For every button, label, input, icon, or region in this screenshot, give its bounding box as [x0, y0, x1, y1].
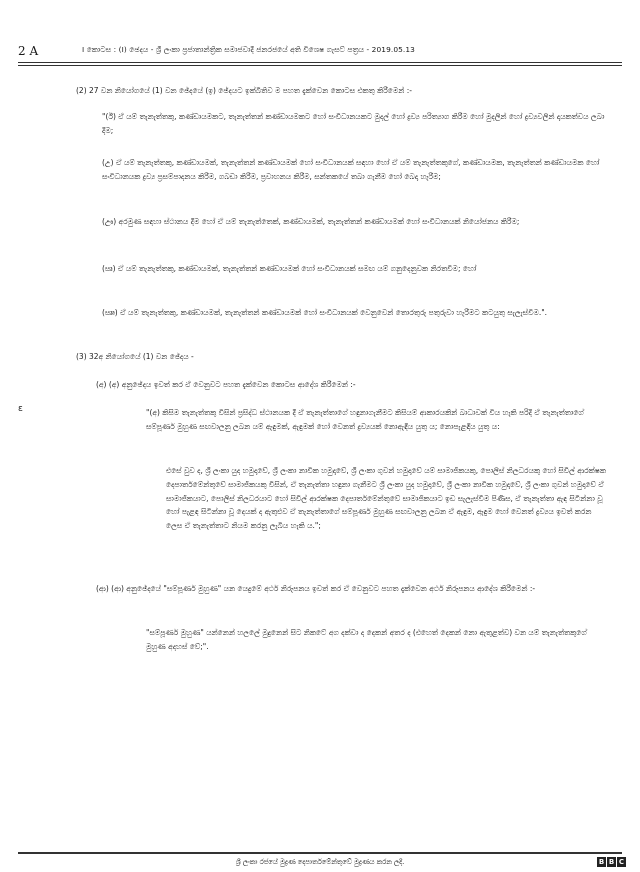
footer-rule	[18, 852, 622, 854]
sub-paragraph-a: (අ) (අ) අනුඡේදය ඉවත් කර ඒ වෙනුවට පහත දැක්වෙන කොටස ආදේශ කිරීමෙන් :-	[96, 380, 356, 389]
bbc-letter: B	[608, 858, 615, 866]
gazette-header-title: I කොටස : (I) ඡෙදය - ශ්‍රී ලංකා ප්‍රජාතාන්ත්‍රික සමාජවාදී ජනරජයේ අති විශෙෂ ගැසට් පත්‍රය - 2019.05.13	[82, 45, 415, 54]
bbc-watermark	[597, 857, 626, 867]
item-ee: "(ඊ) ඒ යම් තැනැත්තකු, කණ්ඩායමකට, තැනැත්තන් කණ්ඩායමකට හෝ සංවිධානයකට මුදල් හෝ ද්‍රව්‍ය පරිත්‍යාග කිරීම හෝ මුදලින් හෝ ද්‍රව්‍යවලින් දායකත්වය ලබා දීම;	[102, 112, 605, 135]
item-u: (උ) ඒ යම් තැනැත්තකු, කණ්ඩායමක්, තැනැත්තන් කණ්ඩායමක් හෝ සංවිධානයක් සඳහා හෝ ඒ යම් තැනැත්තකුගේ, කණ්ඩායමක, තැනැත්තන් කණ්ඩායමක හෝ සංවිධානයක ද්‍රව්‍ය ප්‍රසම්පාදනය කිරීම, ගබඩා කිරීම, ප්‍රවාහනය කිරීම, සන්තකයේ තබා ගැනීම හෝ බෙදා හැරීම;	[102, 158, 600, 181]
paragraph-2-intro: (2) 27 වන නියෝගයේ (1) වන ඡේදයේ (ඉ) ඡේදයට ඉක්බිතිව ම පහත දැක්වෙන කොටස එකතු කිරීමෙන් :-	[76, 86, 412, 95]
proviso: එසේ වුව ද, ශ්‍රී ලංකා යුද හමුදාවේ, ශ්‍රී ලංකා නාවික හමුදාවේ, ශ්‍රී ලංකා ගුවන් හමුදාවේ යම් සාමාජිකයකු, පොලිස් නිලධරයකු හෝ සිවිල් ආරක්ෂක දෙපාර්තමේන්තුවේ සාමාජිකයකු විසින්, ඒ තැනැත්තා හඳුනා ගැනීමට ශ්‍රී ලංකා යුද හමුදාවේ, ශ්‍රී ලංකා නාවික හමුදාවේ, ශ්‍රී ලංකා ගුවන් හමුදාවේ ඒ සාමාජිකයාට, පොලිස් නිලධරයාට හෝ සිවිල් ආරක්ෂක දෙපාර්තමේන්තුවේ සාමාජිකයාට ඉඩ සැලැස්වීම පිණිස, ඒ තැනැත්තා ඇඳ සිටින්නා වූ හෝ පැළඳ සිටින්නා වූ දෙයක් ද ඇතුළුව ඒ තැනැත්තාගේ සම්පූර්ණ මුහුණ සඟවාලනු ලබන ඒ ඇඳුම, ඇඳුම හෝ වෙනත් ද්‍රව්‍යය ඉවත් කරන ලෙස ඒ තැනැත්තාට නියම කරනු ලැබිය හැකි ය.";	[166, 466, 606, 531]
bbc-letter: B	[598, 858, 605, 866]
quote-a: "(අ) කිසිම තැනැත්තකු විසින් ප්‍රසිද්ධ ස්ථානයක දී ඒ තැනැත්තාගේ හඳුනාගැනීමට කිසියම් ආකාරයකින් බාධාවක් විය හැකි පරිදි ඒ තැනැත්තාගේ සම්පූර්ණ මුහුණ සඟවාලනු ලබන යම් ඇඳුමක්, ඇඳුමක් හෝ වෙනත් ද්‍රව්‍යයක් නොඇඳිය යුතු ය; නොපැළඳිය යුතු ය:	[146, 408, 584, 431]
paragraph-3-intro: (3) 32අ නියෝගයේ (1) වන ඡේදය -	[76, 352, 194, 361]
item-ru: (ඎ) ඒ යම් තැනැත්තකු, කණ්ඩායමක්, තැනැත්තන් කණ්ඩායමක් හෝ සංවිධානයක් වෙනුවෙන් තොරතුරු පතුරුවා හැරීමට කටයුතු සැලැස්වීම.".	[102, 308, 548, 317]
header-rule-top	[18, 62, 622, 63]
margin-mark: ε	[18, 404, 23, 414]
page-number: 2 A	[18, 44, 39, 58]
item-uu: (ඌ) අරමුණ සඳහා ස්ථානය දීම හෝ ඒ යම් තැනැත්තෙක්, කණ්ඩායමක්, තැනැත්තන් කණ්ඩායමක් හෝ සංවිධානයක් නියෝජනය කිරීම;	[102, 217, 520, 226]
item-ri: (ඍ) ඒ යම් තැනැත්තකු, කණ්ඩායමක්, තැනැත්තන් කණ්ඩායමක් හෝ සංවිධානයක් සමඟ යම් ගනුදෙනුවක නිරතවීම; හෝ	[102, 264, 477, 273]
sub-paragraph-aa: (ආ) (ආ) අනුඡේදයේ "සම්පූර්ණ මුහුණ" යන යෙදුමේ අර්ථ නිරූපනය ඉවත් කර ඒ වෙනුවට පහත දැක්වෙන අර්ථ නිරූපනය ආදේශ කිරීමෙන් :-	[96, 584, 536, 593]
footer-printer-note: ශ්‍රී ලංකා රජයේ මුද්‍රණ දෙපාර්තමේන්තුවේ මුද්‍රණය කරන ලදී.	[235, 858, 405, 866]
header-rule-bottom	[18, 65, 622, 66]
bbc-letter: C	[618, 858, 625, 866]
definition-full-face: "සම්පූර්ණ මුහුණ" යන්නෙන් හලලේ මුදුනෙන් සිට නිකටේ අග දක්වා ද දෙකන් අතර ද (එහෙත් දෙකන් නො ඇතුළත්ව) වන යම් තැනැත්තකුගේ මුහුණ අදහස් වේ;".	[146, 628, 587, 651]
